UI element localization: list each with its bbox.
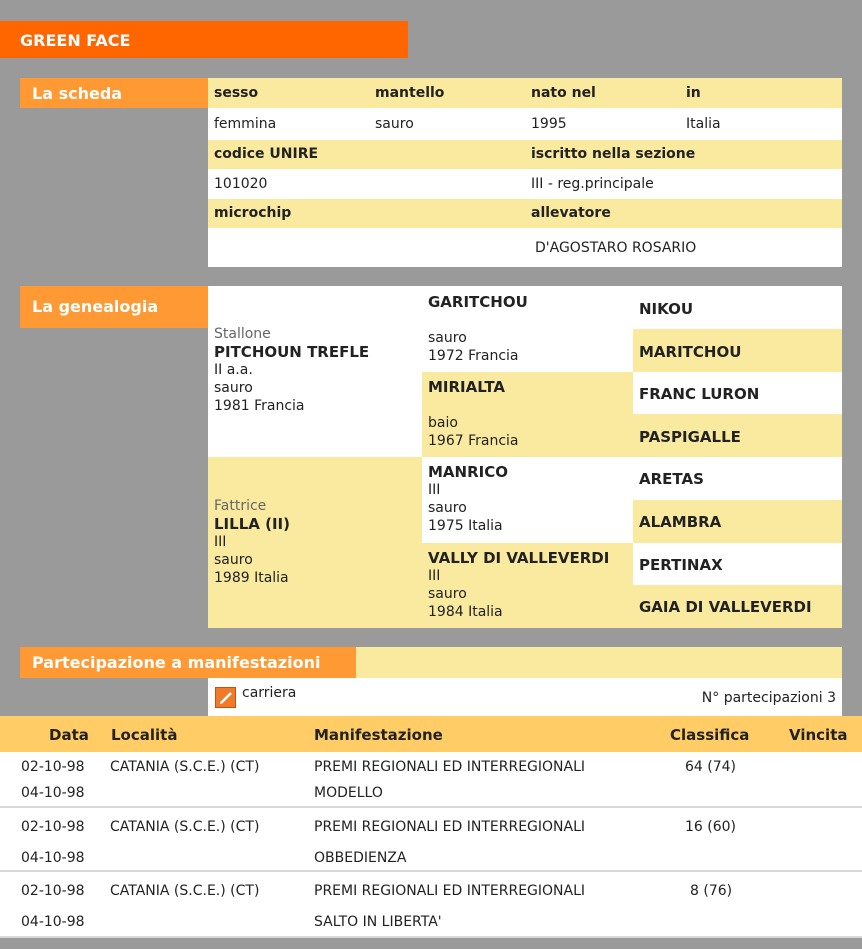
pedigree-gen3-item[interactable]: FRANC LURON xyxy=(633,372,842,414)
sire-line-1: II a.a. xyxy=(214,362,253,378)
table-row xyxy=(0,808,862,872)
sire-sire-line-1: sauro xyxy=(428,330,467,346)
row-localita: CATANIA (S.C.E.) (CT) xyxy=(110,819,260,835)
sire-sire-name[interactable]: GARITCHOU xyxy=(428,293,528,311)
dam-line-3: 1989 Italia xyxy=(214,570,289,586)
carriera-link[interactable]: carriera xyxy=(242,685,297,701)
row-manifestazione-type: SALTO IN LIBERTA' xyxy=(314,914,442,930)
sire-dam-name[interactable]: MIRIALTA xyxy=(428,378,505,396)
row-manifestazione: PREMI REGIONALI ED INTERREGIONALI xyxy=(314,883,586,899)
scheda-header-row-2 xyxy=(208,140,842,169)
value-iscritto: III - reg.principale xyxy=(531,176,654,192)
value-in: Italia xyxy=(686,116,721,132)
dam-dam-line-3: 1984 Italia xyxy=(428,604,503,620)
header-microchip: microchip xyxy=(214,205,292,221)
row-date-start: 02-10-98 xyxy=(21,883,85,899)
row-manifestazione-type: MODELLO xyxy=(314,785,383,801)
header-mantello: mantello xyxy=(375,85,445,101)
dam-sire-name[interactable]: MANRICO xyxy=(428,463,508,481)
dam-role: Fattrice xyxy=(214,498,267,514)
column-header-classifica: Classifica xyxy=(670,726,750,744)
pedigree-gen3-item[interactable]: GAIA DI VALLEVERDI xyxy=(633,585,842,628)
header-allevatore: allevatore xyxy=(531,205,611,221)
row-classifica: 64 (74) xyxy=(685,759,737,775)
row-date-start: 02-10-98 xyxy=(21,819,85,835)
dam-sire-line-2: sauro xyxy=(428,500,467,516)
header-sesso: sesso xyxy=(214,85,259,101)
value-mantello: sauro xyxy=(375,116,414,132)
pedigree-gen3-item[interactable]: ALAMBRA xyxy=(633,500,842,543)
row-localita: CATANIA (S.C.E.) (CT) xyxy=(110,883,260,899)
dam-name[interactable]: LILLA (II) xyxy=(214,515,290,533)
scheda-header-row-3 xyxy=(208,199,842,228)
page-title: GREEN FACE xyxy=(0,21,408,58)
participation-count: N° partecipazioni 3 xyxy=(701,690,836,706)
row-classifica: 8 (76) xyxy=(690,883,733,899)
pedigree-gen3-item[interactable]: ARETAS xyxy=(633,457,842,500)
results-table-header xyxy=(0,716,862,752)
edit-icon[interactable] xyxy=(215,687,236,708)
column-header-localita: Località xyxy=(111,726,178,744)
pedigree-gen3-item[interactable]: NIKOU xyxy=(633,286,842,329)
row-localita: CATANIA (S.C.E.) (CT) xyxy=(110,759,260,775)
header-nato: nato nel xyxy=(531,85,596,101)
table-row xyxy=(0,752,862,808)
pedigree-sire-dam xyxy=(422,372,633,457)
column-header-manifestazione: Manifestazione xyxy=(314,726,443,744)
value-sesso: femmina xyxy=(214,116,277,132)
value-allevatore: D'AGOSTARO ROSARIO xyxy=(535,240,697,256)
sire-role: Stallone xyxy=(214,326,271,342)
scheda-header-row-1 xyxy=(208,78,842,108)
header-iscritto: iscritto nella sezione xyxy=(531,146,696,162)
dam-line-2: sauro xyxy=(214,552,253,568)
pedigree-gen3-item[interactable]: MARITCHOU xyxy=(633,329,842,372)
dam-sire-line-3: 1975 Italia xyxy=(428,518,503,534)
pedigree-dam-sire xyxy=(422,457,633,543)
scheda-table xyxy=(208,78,842,267)
dam-dam-line-2: sauro xyxy=(428,586,467,602)
row-classifica: 16 (60) xyxy=(685,819,737,835)
scheda-value-row-1 xyxy=(208,108,842,140)
sire-dam-line-1: baio xyxy=(428,415,458,431)
row-date-start: 02-10-98 xyxy=(21,759,85,775)
sire-dam-line-2: 1967 Francia xyxy=(428,433,519,449)
pedigree-gen3-item[interactable]: PASPIGALLE xyxy=(633,414,842,457)
row-date-end: 04-10-98 xyxy=(21,850,85,866)
dam-dam-name[interactable]: VALLY DI VALLEVERDI xyxy=(428,549,610,567)
sire-name[interactable]: PITCHOUN TREFLE xyxy=(214,343,370,361)
scheda-value-row-3 xyxy=(208,228,842,267)
sire-line-2: sauro xyxy=(214,380,253,396)
pedigree-dam xyxy=(208,457,422,628)
row-manifestazione: PREMI REGIONALI ED INTERREGIONALI xyxy=(314,819,586,835)
header-in: in xyxy=(686,85,701,101)
value-codice: 101020 xyxy=(214,176,268,192)
header-codice: codice UNIRE xyxy=(214,146,319,162)
row-manifestazione: PREMI REGIONALI ED INTERREGIONALI xyxy=(314,759,586,775)
sire-line-3: 1981 Francia xyxy=(214,398,305,414)
column-header-vincita: Vincita xyxy=(789,726,848,744)
section-label-scheda: La scheda xyxy=(20,78,208,108)
pedigree-sire xyxy=(208,286,422,457)
column-header-data: Data xyxy=(49,726,89,744)
pedigree-gen3-item[interactable]: PERTINAX xyxy=(633,543,842,585)
pedigree-dam-dam xyxy=(422,543,633,628)
row-date-end: 04-10-98 xyxy=(21,785,85,801)
scheda-value-row-2 xyxy=(208,169,842,199)
sire-sire-line-2: 1972 Francia xyxy=(428,348,519,364)
partecipazione-info-row xyxy=(208,678,842,716)
table-row xyxy=(0,872,862,938)
pedigree-sire-sire xyxy=(422,286,633,372)
section-label-genealogia: La genealogia xyxy=(20,286,208,328)
value-nato: 1995 xyxy=(531,116,567,132)
section-label-partecipazione: Partecipazione a manifestazioni xyxy=(20,647,356,678)
dam-dam-line-1: III xyxy=(428,568,441,584)
dam-sire-line-1: III xyxy=(428,482,441,498)
dam-line-1: III xyxy=(214,534,227,550)
row-date-end: 04-10-98 xyxy=(21,914,85,930)
row-manifestazione-type: OBBEDIENZA xyxy=(314,850,407,866)
